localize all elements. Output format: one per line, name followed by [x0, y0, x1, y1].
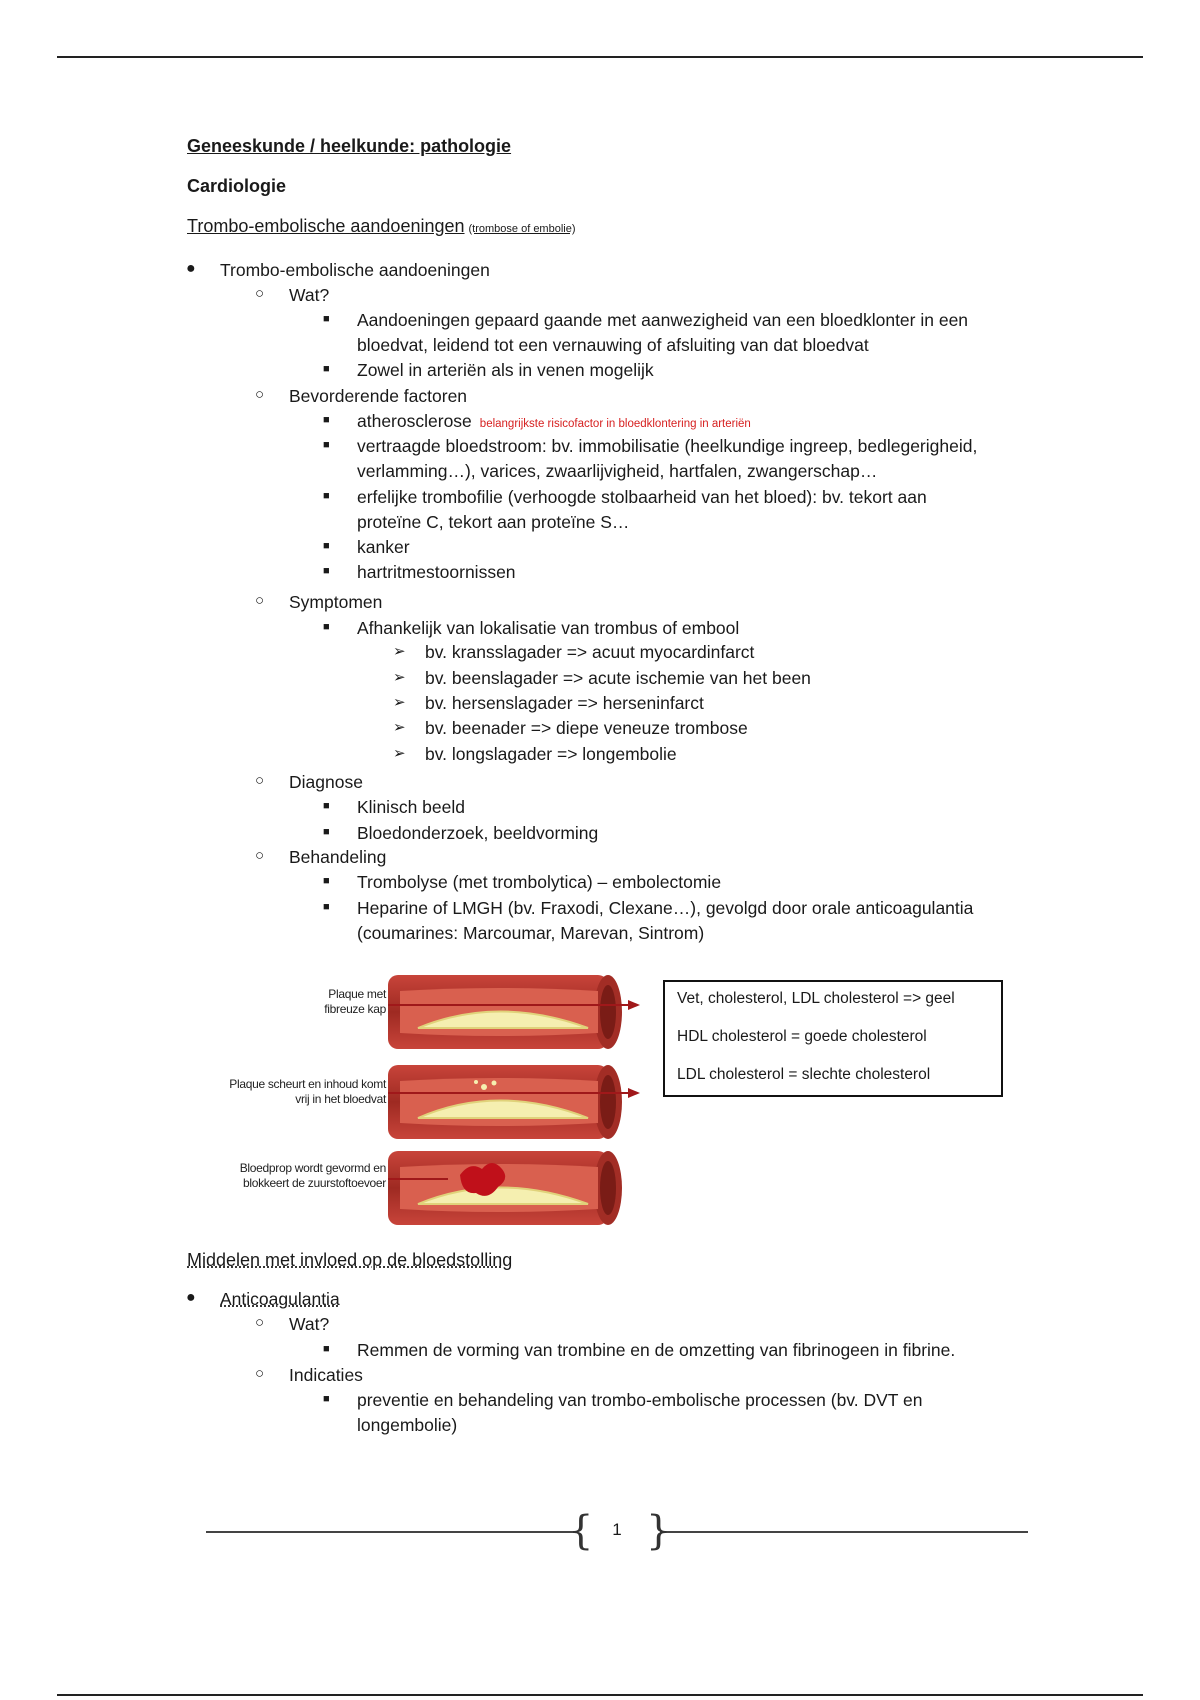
figure-label-2b: vrij in het bloedvat — [295, 1092, 386, 1106]
bullet-square: ■ — [323, 313, 330, 325]
bullet-square: ■ — [323, 621, 330, 633]
cholesterol-line: LDL cholesterol = slechte cholesterol — [677, 1066, 931, 1083]
subsection-title — [187, 216, 576, 237]
list-item: hartritmestoornissen — [357, 562, 516, 582]
list-item: Bloedonderzoek, beeldvorming — [357, 823, 599, 843]
list-item: bv. hersenslagader => herseninfarct — [425, 693, 704, 713]
list-item: proteïne C, tekort aan proteïne S… — [357, 512, 630, 532]
bullet-square: ■ — [323, 414, 330, 426]
list-item: Trombo-embolische aandoeningen — [220, 260, 490, 280]
list-item: bv. beenslagader => acute ischemie van het been — [425, 668, 811, 688]
list-item: verlamming…), varices, zwaarlijvigheid, hartfalen, zwangerschap… — [357, 461, 878, 481]
list-item: bloedvat, leidend tot een vernauwing of afsluiting van dat bloedvat — [357, 335, 869, 355]
subsection2-title: Middelen met invloed op de bloedstolling — [187, 1250, 513, 1270]
arrow-bullet-icon: ➢ — [393, 719, 406, 736]
list-item: Symptomen — [289, 592, 383, 612]
list-item: vertraagde bloedstroom: bv. immobilisatie (heelkundige ingreep, bedlegerigheid, — [357, 436, 978, 456]
list-item: Bevorderende factoren — [289, 386, 468, 406]
bullet-circle: ○ — [255, 386, 265, 403]
list-item: kanker — [357, 537, 410, 557]
list-item: Remmen de vorming van trombine en de omzetting van fibrinogeen in fibrine. — [357, 1340, 956, 1360]
top-rule — [57, 56, 1143, 58]
artery-3 — [388, 1151, 622, 1225]
page-number: 1 — [612, 1520, 622, 1539]
bottom-rule — [57, 1694, 1143, 1696]
list-item: erfelijke trombofilie (verhoogde stolbaarheid van het bloed): bv. tekort aan — [357, 487, 927, 507]
list-item: Zowel in arteriën als in venen mogelijk — [357, 360, 654, 380]
list-item: Diagnose — [289, 772, 363, 792]
list-item: longembolie) — [357, 1415, 458, 1435]
list-item: Anticoagulantia — [220, 1289, 340, 1309]
figure-label-3a: Bloedprop wordt gevormd en — [239, 1161, 386, 1175]
list-item: Heparine of LMGH (bv. Fraxodi, Clexane…), gevolgd door orale anticoagulantia — [357, 898, 974, 918]
section-title: Cardiologie — [187, 176, 287, 196]
list-item: bv. beenader => diepe veneuze trombose — [425, 718, 748, 738]
bullet-square: ■ — [323, 800, 330, 812]
bullet-circle: ○ — [255, 772, 265, 789]
risk-note: belangrijkste risicofactor in bloedklontering in arteriën — [479, 418, 751, 430]
cholesterol-box — [663, 980, 1003, 1097]
page-title: Geneeskunde / heelkunde: pathologie — [187, 136, 512, 156]
list-item — [357, 410, 751, 435]
list-item: Trombolyse (met trombolytica) – embolectomie — [357, 872, 722, 892]
artery-1 — [388, 975, 640, 1049]
footer-line-right — [660, 1531, 1028, 1533]
figure-label-2 — [188, 1077, 386, 1107]
subsection-note: (trombose of embolie) — [468, 223, 576, 235]
bullet-dot: ● — [186, 260, 196, 277]
figure-label-1 — [288, 987, 386, 1017]
list-item: Behandeling — [289, 847, 387, 867]
left-brace-icon: { — [568, 1508, 594, 1554]
bullet-circle: ○ — [255, 285, 265, 302]
bullet-square: ■ — [323, 540, 330, 552]
subsection-title-text: Trombo-embolische aandoeningen — [187, 216, 465, 236]
cholesterol-line: Vet, cholesterol, LDL cholesterol => geel — [677, 990, 955, 1007]
arrow-bullet-icon: ➢ — [393, 745, 406, 762]
bullet-square: ■ — [323, 363, 330, 375]
arrow-bullet-icon: ➢ — [393, 643, 406, 660]
list-item: bv. kransslagader => acuut myocardinfarct — [425, 642, 755, 662]
cholesterol-line: HDL cholesterol = goede cholesterol — [677, 1028, 927, 1045]
bullet-circle: ○ — [255, 1365, 265, 1382]
list-item: (coumarines: Marcoumar, Marevan, Sintrom) — [357, 923, 705, 943]
list-item: Indicaties — [289, 1365, 363, 1385]
bullet-circle: ○ — [255, 1314, 265, 1331]
arrow-bullet-icon: ➢ — [393, 669, 406, 686]
list-item: preventie en behandeling van trombo-embolische processen (bv. DVT en — [357, 1390, 923, 1410]
bullet-square: ■ — [323, 875, 330, 887]
list-item: Wat? — [289, 285, 330, 305]
bullet-square: ■ — [323, 565, 330, 577]
bullet-dot: ● — [186, 1289, 196, 1306]
bullet-circle: ○ — [255, 592, 265, 609]
atherosclerose-text: atherosclerose — [357, 411, 472, 431]
right-brace-icon: } — [646, 1508, 672, 1554]
figure-label-1b: fibreuze kap — [324, 1002, 386, 1016]
artery-2 — [388, 1065, 640, 1139]
bullet-circle: ○ — [255, 847, 265, 864]
bullet-square: ■ — [323, 826, 330, 838]
figure-label-2a: Plaque scheurt en inhoud komt — [229, 1077, 386, 1091]
list-item: bv. longslagader => longembolie — [425, 744, 677, 764]
arrow-bullet-icon: ➢ — [393, 694, 406, 711]
figure-label-3 — [188, 1161, 386, 1191]
list-item: Wat? — [289, 1314, 330, 1334]
bullet-square: ■ — [323, 1393, 330, 1405]
bullet-square: ■ — [323, 901, 330, 913]
list-item: Aandoeningen gepaard gaande met aanwezigheid van een bloedklonter in een — [357, 310, 969, 330]
bullet-square: ■ — [323, 1343, 330, 1355]
figure-label-1a: Plaque met — [328, 987, 386, 1001]
bullet-square: ■ — [323, 490, 330, 502]
footer-line-left — [206, 1531, 576, 1533]
figure-label-3b: blokkeert de zuurstoftoevoer — [242, 1176, 386, 1190]
list-item: Klinisch beeld — [357, 797, 465, 817]
bullet-square: ■ — [323, 439, 330, 451]
list-item: Afhankelijk van lokalisatie van trombus of embool — [357, 618, 740, 638]
